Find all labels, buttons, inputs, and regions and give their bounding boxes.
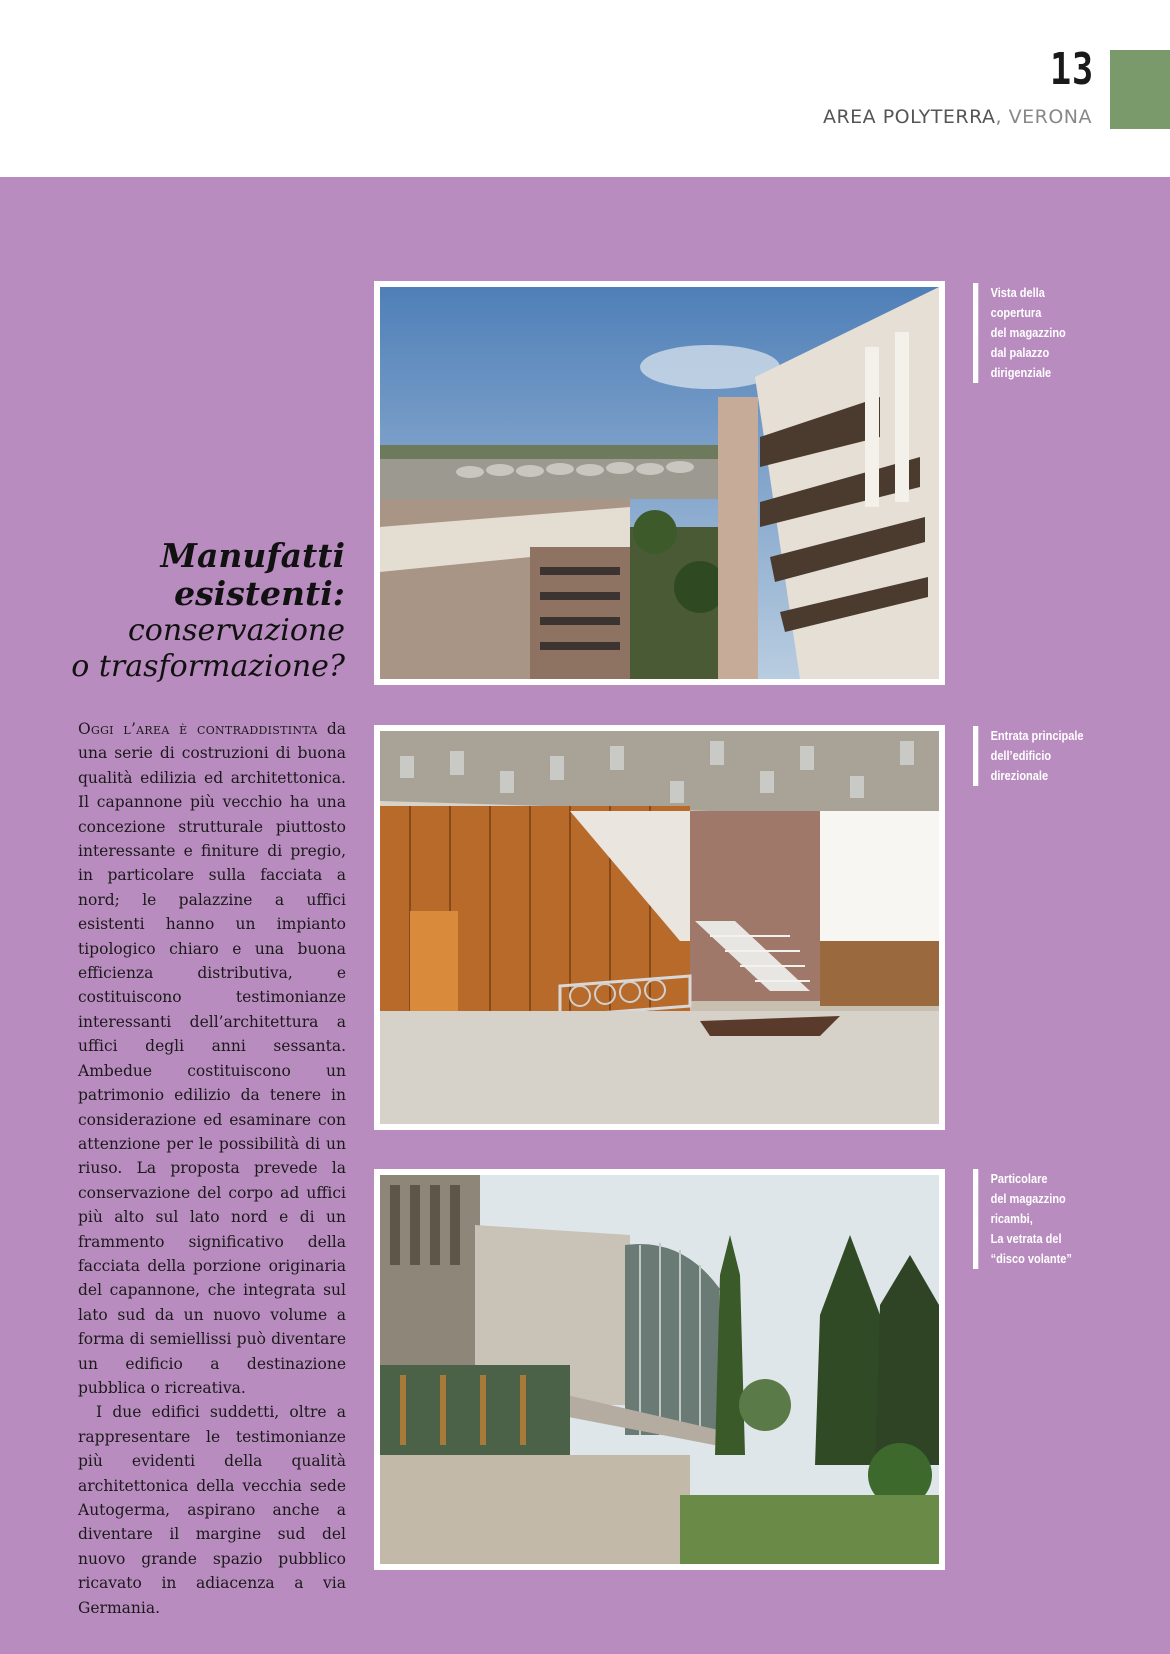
photo-warehouse-image (380, 1175, 939, 1564)
caption-line: La vetrata del (990, 1232, 1062, 1246)
photo-warehouse-facade (374, 1169, 945, 1570)
photo-entrance-image (380, 731, 939, 1124)
photo-roof-view (374, 281, 945, 685)
article-body (78, 717, 346, 1620)
page-header (0, 0, 1170, 177)
heading-bold-line-2: esistenti: (174, 574, 345, 613)
caption-line: del magazzino (990, 1192, 1066, 1206)
caption-line: dal palazzo (990, 346, 1050, 360)
place-name: VERONA (1008, 106, 1092, 128)
caption-photo-2 (973, 726, 1087, 786)
caption-line: ricambi, (990, 1212, 1033, 1226)
photo-roof-image (380, 287, 939, 679)
section-color-tab (1110, 50, 1170, 129)
caption-line: direzionale (990, 769, 1049, 783)
caption-line: Vista della (990, 286, 1045, 300)
lead-in: Oggi l’area è contraddistinta (78, 720, 318, 738)
caption-line: Entrata principale (990, 729, 1084, 743)
page-number: 13 (1050, 44, 1094, 95)
photo-entrance-hall (374, 725, 945, 1130)
heading-light-line-1: conservazione (127, 613, 345, 648)
caption-photo-1 (973, 283, 1087, 383)
section-heading (71, 537, 345, 685)
area-name: AREA POLYTERRA (822, 106, 996, 128)
running-title (823, 106, 1092, 128)
caption-line: “disco volante” (990, 1252, 1072, 1266)
heading-light-line-2: o trasformazione? (71, 649, 345, 684)
title-separator: , (995, 106, 1003, 128)
caption-line: del magazzino (990, 326, 1066, 340)
caption-line: copertura (990, 306, 1042, 320)
heading-bold-line-1: Manufatti (160, 536, 345, 575)
caption-line: dell’edificio (990, 749, 1052, 763)
caption-photo-3 (973, 1169, 1087, 1269)
paragraph-1-text: da una serie di costruzioni di buona qualità edilizia ed architettonica. Il capannone più vecchio ha una concezione strutturale piuttosto interessante e finiture di pregio, in particolare sulla facciata a nord; le palazzine a uffici esistenti hanno un impianto tipologico chiaro e una buona efficienza distributiva, e costituiscono testimonianze interessanti dell’architettura a uffici degli anni sessanta. Ambedue costituiscono un patrimonio edilizio da tenere in considerazione ed esaminare con attenzione per le possibilità di un riuso. La proposta prevede la conservazione del corpo ad uffici più alto sul lato nord e di un frammento significativo della facciata della porzione originaria del capannone, che integrata sul lato sud da un nuovo volume a forma di semiellissi può diventare un edificio a destinazione pubblica o ricreativa. (78, 720, 347, 1397)
caption-line: dirigenziale (990, 366, 1052, 380)
paragraph (78, 717, 346, 1400)
caption-line: Particolare (990, 1172, 1048, 1186)
content-area (0, 177, 1170, 1654)
paragraph: I due edifici suddetti, oltre a rappresentare le testimonianze più evidenti della qualità architettonica della vecchia sede Autogerma, aspirano anche a diventare il margine sud del nuovo grande spazio pubblico ricavato in adiacenza a via Germania. (78, 1403, 346, 1617)
